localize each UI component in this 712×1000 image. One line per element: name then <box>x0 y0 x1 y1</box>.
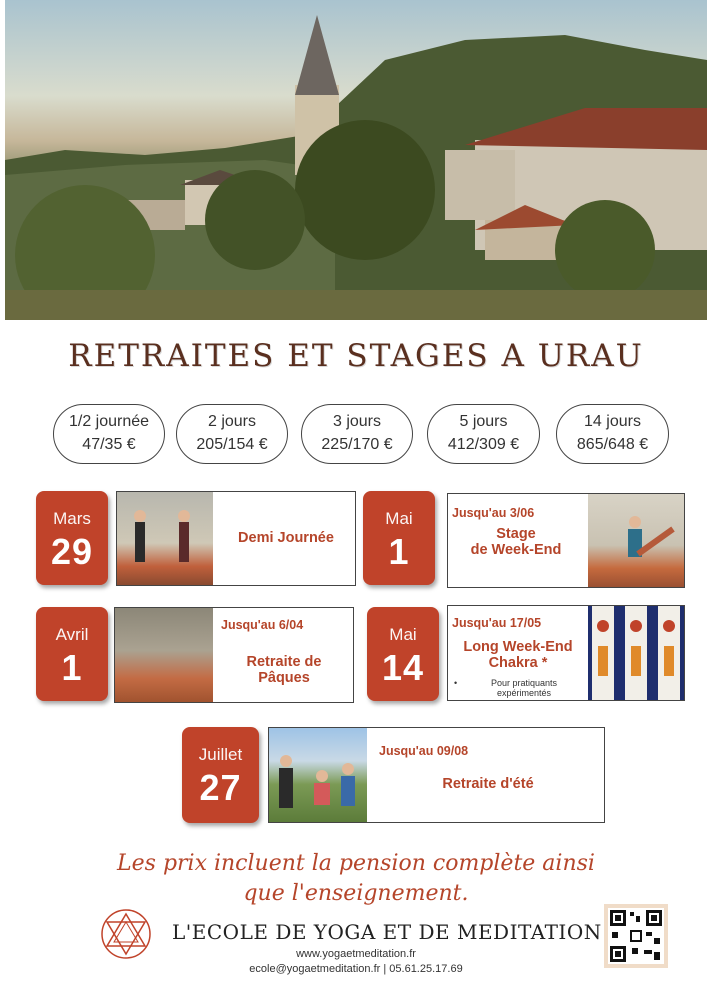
price-amount: 225/170 € <box>321 436 393 453</box>
price-duration: 5 jours <box>459 413 508 430</box>
price-bubble-5-days <box>427 404 540 464</box>
event-note <box>454 678 582 698</box>
price-amount: 47/35 € <box>82 436 136 453</box>
event-photo-boat-pose <box>588 494 684 587</box>
price-duration: 2 jours <box>207 413 257 430</box>
village-landscape-illustration <box>5 0 707 320</box>
group-outdoors-illustration <box>269 728 367 822</box>
tagline-line-1: Les prix incluent la pension complète ainsi <box>117 851 595 876</box>
price-duration: 14 jours <box>584 413 641 430</box>
event-name: Retraite de Pâques <box>246 654 322 686</box>
event-photo-chakra-banners <box>588 606 684 700</box>
event-day: 27 <box>199 767 242 808</box>
price-bubble-half-day <box>53 404 165 464</box>
event-day: 1 <box>388 531 410 572</box>
event-month: Avril <box>55 625 89 644</box>
event-name: Retraite d'été <box>442 776 534 792</box>
event-day: 29 <box>50 531 94 572</box>
price-bubble-14-days <box>556 404 669 464</box>
event-note-text: Pour pratiquants expérimentés <box>490 678 558 698</box>
event-day: 14 <box>381 647 425 688</box>
event-day: 1 <box>61 647 83 688</box>
yoga-boat-pose-illustration <box>588 494 684 587</box>
event-name: Stage de Week-End <box>470 526 562 558</box>
price-amount: 412/309 € <box>447 436 520 453</box>
event-date-avril-1 <box>36 607 108 701</box>
event-photo-yoga-hall <box>115 608 213 702</box>
school-name: L'ECOLE DE YOGA ET DE MEDITATION <box>172 920 602 944</box>
event-month: Mars <box>53 509 91 528</box>
event-name: Long Week-End Chakra * <box>463 639 573 671</box>
event-date-mars-29 <box>36 491 108 585</box>
contact-info[interactable]: ecole@yogaetmeditation.fr | 05.61.25.17.69 <box>249 963 463 975</box>
website-link[interactable]: www.yogaetmeditation.fr <box>296 948 416 960</box>
price-bubble-3-days <box>301 404 413 464</box>
event-until: Jusqu'au 09/08 <box>379 744 469 758</box>
event-month: Mai <box>389 625 417 644</box>
price-amount: 205/154 € <box>196 436 268 453</box>
hero-photo-village-church <box>5 0 707 320</box>
event-until: Jusqu'au 6/04 <box>221 618 304 632</box>
yoga-people-illustration <box>117 492 213 585</box>
price-duration: 3 jours <box>332 413 382 430</box>
price-amount: 865/648 € <box>576 436 649 453</box>
event-until: Jusqu'au 3/06 <box>452 506 535 520</box>
event-card-retraite-ete <box>268 727 605 823</box>
event-card-long-week-end-chakra <box>447 605 685 701</box>
event-month: Juillet <box>198 745 243 764</box>
event-name: Demi Journée <box>238 530 334 546</box>
event-month: Mai <box>385 509 413 528</box>
event-date-mai-1 <box>363 491 435 585</box>
qr-code-icon <box>604 904 668 968</box>
event-until: Jusqu'au 17/05 <box>452 616 542 630</box>
event-date-mai-14 <box>367 607 439 701</box>
event-card-demi-journee <box>116 491 356 586</box>
bullet-icon: • <box>454 678 458 688</box>
page-title: RETRAITES ET STAGES A URAU <box>68 338 644 374</box>
event-date-juillet-27 <box>182 727 259 823</box>
event-photo-yoga-pose <box>117 492 213 585</box>
event-card-retraite-paques <box>114 607 354 703</box>
price-bubble-2-days <box>176 404 288 464</box>
event-photo-group-outdoors <box>269 728 367 822</box>
chakra-banners-illustration <box>588 606 684 700</box>
price-duration: 1/2 journée <box>68 413 150 430</box>
tagline-line-2: que l'enseignement. <box>243 881 469 906</box>
event-card-stage-week-end <box>447 493 685 588</box>
